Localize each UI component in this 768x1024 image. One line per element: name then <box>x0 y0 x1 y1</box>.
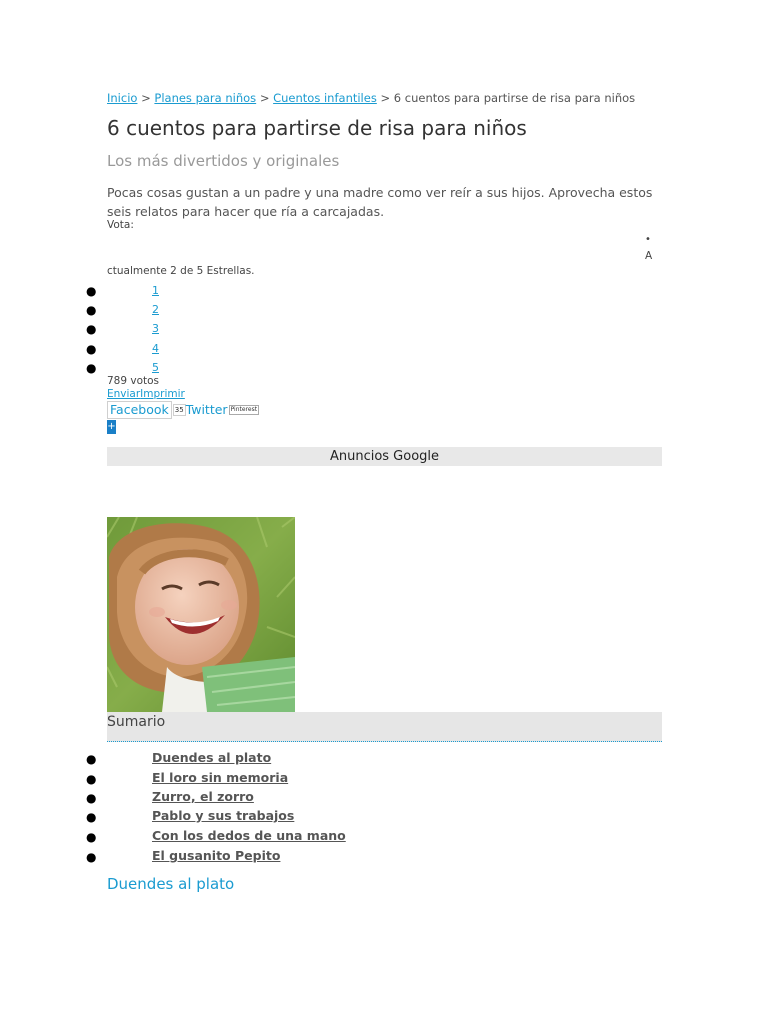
star-3-link[interactable]: 3 <box>152 322 159 335</box>
summary-link-duendes-al-plato[interactable]: Duendes al plato <box>152 750 272 765</box>
imprimir-link[interactable]: Imprimir <box>140 388 185 400</box>
plus-share-button[interactable]: + <box>107 421 116 432</box>
breadcrumb-separator: > <box>259 91 270 105</box>
summary-header <box>107 712 662 742</box>
breadcrumb-separator: > <box>380 91 391 105</box>
breadcrumb-current: 6 cuentos para partirse de risa para niños <box>393 91 636 105</box>
breadcrumb-cuentos-infantiles[interactable]: Cuentos infantiles <box>273 91 377 105</box>
bullet-icon: ● <box>86 303 97 317</box>
star-4-link[interactable]: 4 <box>152 342 159 355</box>
rating-letter: A <box>645 250 653 262</box>
summary-link-pablo-y-sus-trabajos[interactable]: Pablo y sus trabajos <box>152 808 295 823</box>
bullet-icon: ● <box>86 284 97 298</box>
breadcrumb-separator: > <box>141 91 151 105</box>
summary-link-el-gusanito-pepito[interactable]: El gusanito Pepito <box>152 848 281 863</box>
star-2-link[interactable]: 2 <box>152 303 159 316</box>
summary-link-con-los-dedos-de-una-mano[interactable]: Con los dedos de una mano <box>152 828 346 843</box>
share-links <box>107 388 185 400</box>
ads-label: Anuncios Google <box>329 449 440 464</box>
rating-current-text: ctualmente 2 de 5 Estrellas. <box>107 265 255 277</box>
facebook-button[interactable]: Facebook <box>107 401 172 419</box>
bullet-icon: ● <box>86 342 97 356</box>
summary-link-el-loro-sin-memoria[interactable]: El loro sin memoria <box>152 770 289 785</box>
ads-bar <box>107 447 662 466</box>
facebook-count-badge: 35 <box>174 406 184 414</box>
bullet-icon: ● <box>86 791 97 805</box>
votes-count: 789 votos <box>107 375 160 387</box>
page-subtitle: Los más divertidos y originales <box>107 152 340 170</box>
page-title: 6 cuentos para partirse de risa para niños <box>107 116 527 140</box>
intro-paragraph: Pocas cosas gustan a un padre y una madre como ver reír a sus hijos. Aprovecha estos seis relatos para hacer que ría a carcajadas. <box>107 185 653 219</box>
summary-title: Sumario <box>107 714 166 730</box>
bullet-icon: ● <box>86 850 97 864</box>
breadcrumb <box>107 91 635 105</box>
bullet-icon: ● <box>86 772 97 786</box>
pinterest-button[interactable]: Pinterest <box>230 406 258 413</box>
vote-label: Vota: <box>107 219 134 231</box>
bullet-icon: ● <box>86 361 97 375</box>
star-1-link[interactable]: 1 <box>152 284 159 297</box>
summary-link-zurro-el-zorro[interactable]: Zurro, el zorro <box>152 789 254 804</box>
breadcrumb-planes-para-ninos[interactable]: Planes para niños <box>154 91 257 105</box>
bullet-icon: ● <box>86 830 97 844</box>
breadcrumb-inicio[interactable]: Inicio <box>107 91 138 105</box>
bullet-icon: ● <box>86 322 97 336</box>
rating-bullet: • <box>645 234 651 245</box>
social-buttons <box>107 401 259 419</box>
laughing-girl-photo <box>107 517 295 712</box>
bullet-icon: ● <box>86 752 97 766</box>
enviar-link[interactable]: Enviar <box>107 388 141 400</box>
star-5-link[interactable]: 5 <box>152 361 159 374</box>
bullet-icon: ● <box>86 810 97 824</box>
twitter-button[interactable]: Twitter <box>185 402 228 417</box>
section-heading: Duendes al plato <box>107 875 235 893</box>
